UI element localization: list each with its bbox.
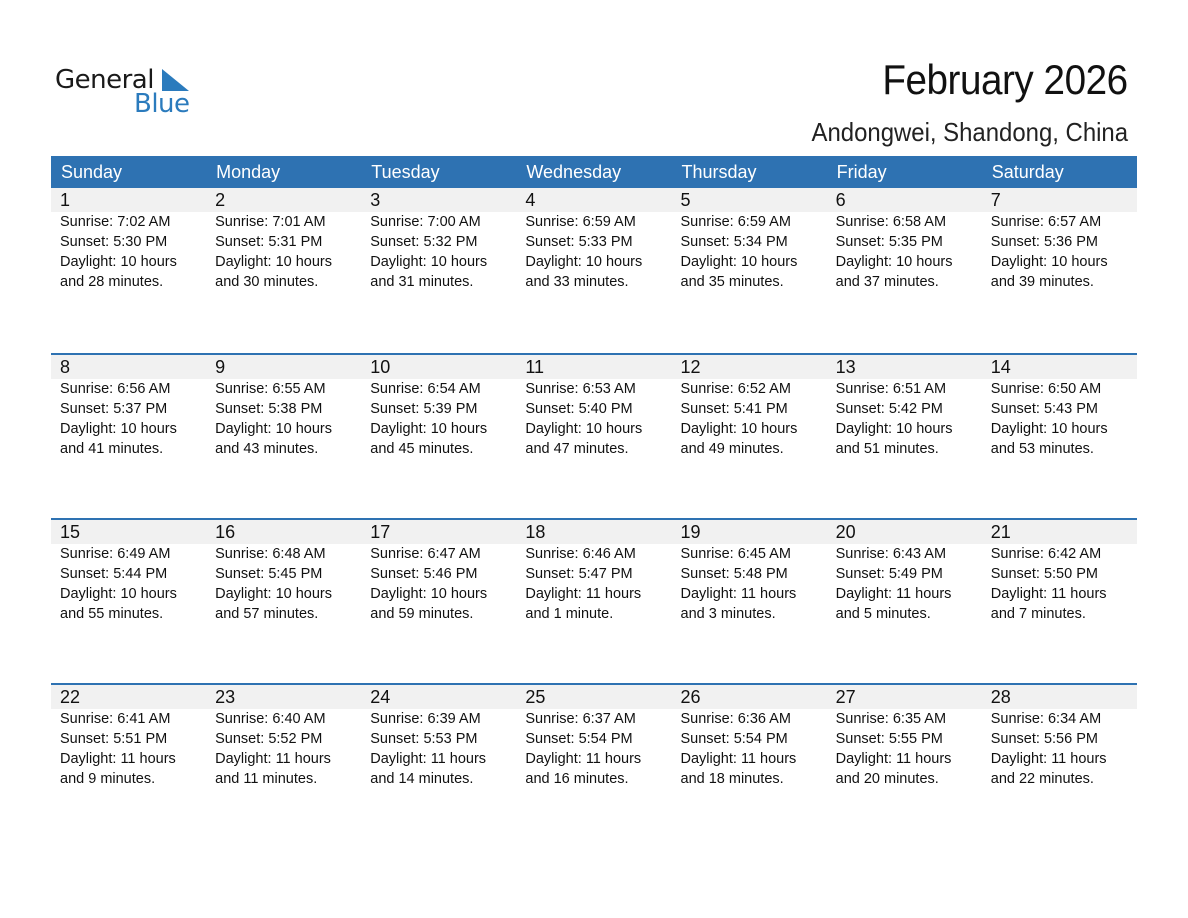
daylight-text: Daylight: 10 hours [990,421,1108,437]
sunrise-text: Sunrise: 6:39 AM [370,711,481,727]
sunset-text: Sunset: 5:46 PM [370,566,478,582]
sunrise-text: Sunrise: 6:50 AM [990,381,1102,397]
calendar-grid [51,156,1137,848]
day-info [215,212,361,292]
week-row [51,518,1137,683]
weekday-header-monday: Monday [216,162,281,182]
day-number: 23 [215,687,236,707]
daylight-text: Daylight: 10 hours [680,254,798,270]
week-row [51,683,1137,848]
sunrise-text: Sunrise: 7:00 AM [370,214,481,230]
day-cell [982,520,1137,624]
daylight-text: Daylight: 10 hours [60,421,177,437]
day-info [370,379,516,459]
day-info [60,709,206,789]
daylight-text: Daylight: 10 hours [835,254,953,270]
day-info [681,709,827,789]
day-info [836,709,982,789]
sunrise-text: Sunrise: 6:42 AM [990,546,1102,562]
weekday-header-wednesday: Wednesday [526,162,622,182]
day-cell [827,355,982,459]
day-cell [361,520,516,624]
daylight-minutes-text: and 55 minutes. [60,606,164,622]
daylight-minutes-text: and 16 minutes. [525,771,629,787]
daylight-text: Daylight: 10 hours [680,421,798,437]
daylight-minutes-text: and 20 minutes. [835,771,939,787]
sunset-text: Sunset: 5:47 PM [525,566,633,582]
week-days [51,520,1137,624]
daylight-minutes-text: and 41 minutes. [60,441,164,457]
day-cell [361,685,516,789]
week-row [51,188,1137,353]
day-cell [672,685,827,789]
daylight-minutes-text: and 14 minutes. [370,771,474,787]
day-info [525,379,671,459]
daylight-text: Daylight: 11 hours [990,751,1107,767]
sunrise-text: Sunrise: 6:34 AM [990,711,1102,727]
daylight-minutes-text: and 28 minutes. [60,274,164,290]
week-days [51,355,1137,459]
day-cell [361,355,516,459]
daylight-minutes-text: and 51 minutes. [835,441,939,457]
day-number: 14 [990,357,1011,377]
day-info [991,709,1137,789]
day-cell [827,685,982,789]
day-info [525,212,671,292]
day-number: 11 [525,357,545,377]
day-info [836,379,982,459]
daylight-minutes-text: and 1 minute. [525,606,614,622]
day-info [370,544,516,624]
week-row [51,353,1137,518]
daylight-text: Daylight: 11 hours [835,751,952,767]
day-number: 26 [680,687,701,707]
day-number: 17 [370,522,391,542]
daylight-minutes-text: and 18 minutes. [680,771,784,787]
daylight-text: Daylight: 10 hours [370,586,488,602]
sunset-text: Sunset: 5:48 PM [680,566,788,582]
daylight-minutes-text: and 53 minutes. [990,441,1094,457]
sunrise-text: Sunrise: 6:45 AM [680,546,791,562]
sunset-text: Sunset: 5:41 PM [680,401,788,417]
sunrise-text: Sunrise: 6:53 AM [525,381,636,397]
sunset-text: Sunset: 5:50 PM [990,566,1098,582]
sunrise-text: Sunrise: 6:43 AM [835,546,947,562]
day-number: 24 [370,687,391,707]
day-info [370,709,516,789]
daylight-minutes-text: and 7 minutes. [990,606,1086,622]
weekday-header-saturday: Saturday [991,162,1064,182]
day-number: 12 [680,357,701,377]
day-number: 22 [60,687,81,707]
day-cell [516,520,671,624]
day-cell [51,355,206,459]
sunrise-text: Sunrise: 6:56 AM [60,381,171,397]
daylight-minutes-text: and 47 minutes. [525,441,629,457]
daylight-minutes-text: and 49 minutes. [680,441,784,457]
sunset-text: Sunset: 5:36 PM [990,234,1098,250]
sunset-text: Sunset: 5:55 PM [835,731,943,747]
day-cell [672,355,827,459]
sunrise-text: Sunrise: 6:58 AM [835,214,947,230]
day-cell [206,685,361,789]
weekday-header-row [51,156,1137,188]
daylight-minutes-text: and 9 minutes. [60,771,156,787]
day-info [991,212,1137,292]
week-days [51,188,1137,292]
daylight-text: Daylight: 10 hours [215,254,332,270]
sunrise-text: Sunrise: 6:59 AM [525,214,636,230]
daylight-text: Daylight: 11 hours [215,751,331,767]
day-info [215,379,361,459]
day-info [525,709,671,789]
sunrise-text: Sunrise: 6:41 AM [60,711,171,727]
day-number: 25 [525,687,546,707]
weekday-header-sunday: Sunday [61,162,123,182]
sunset-text: Sunset: 5:52 PM [215,731,323,747]
sunset-text: Sunset: 5:37 PM [60,401,168,417]
daylight-text: Daylight: 11 hours [835,586,952,602]
day-number: 13 [835,357,856,377]
daylight-minutes-text: and 31 minutes. [370,274,474,290]
sunrise-text: Sunrise: 6:37 AM [525,711,636,727]
day-cell [982,355,1137,459]
sunrise-text: Sunrise: 6:52 AM [680,381,791,397]
day-info [836,212,982,292]
sunset-text: Sunset: 5:39 PM [370,401,478,417]
weekday-header-tuesday: Tuesday [371,162,440,182]
daylight-text: Daylight: 11 hours [60,751,176,767]
day-number: 4 [525,190,536,210]
sunrise-text: Sunrise: 6:36 AM [680,711,791,727]
daylight-minutes-text: and 35 minutes. [680,274,784,290]
day-cell [516,355,671,459]
logo-word-blue: Blue [134,89,190,119]
day-number: 1 [60,190,71,210]
day-cell [516,685,671,789]
sunset-text: Sunset: 5:51 PM [60,731,168,747]
day-info [681,544,827,624]
day-info [215,544,361,624]
daylight-text: Daylight: 11 hours [370,751,487,767]
weekday-header-thursday: Thursday [681,162,757,182]
sunrise-text: Sunrise: 6:48 AM [215,546,326,562]
day-cell [827,188,982,292]
daylight-text: Daylight: 11 hours [525,586,642,602]
day-cell [206,355,361,459]
day-number: 8 [60,357,71,377]
daylight-text: Daylight: 10 hours [215,421,332,437]
daylight-text: Daylight: 11 hours [990,586,1107,602]
day-cell [206,188,361,292]
sunset-text: Sunset: 5:54 PM [680,731,788,747]
sunrise-text: Sunrise: 6:47 AM [370,546,481,562]
sunset-text: Sunset: 5:30 PM [60,234,168,250]
daylight-text: Daylight: 10 hours [215,586,332,602]
day-info [681,379,827,459]
daylight-text: Daylight: 10 hours [370,254,488,270]
daylight-text: Daylight: 10 hours [60,254,177,270]
sunset-text: Sunset: 5:56 PM [990,731,1098,747]
day-cell [361,188,516,292]
day-info [370,212,516,292]
day-cell [51,685,206,789]
daylight-minutes-text: and 43 minutes. [215,441,319,457]
sunrise-text: Sunrise: 7:02 AM [60,214,171,230]
sunset-text: Sunset: 5:34 PM [680,234,788,250]
day-number: 19 [680,522,701,542]
daylight-text: Daylight: 10 hours [370,421,488,437]
day-info [991,379,1137,459]
day-info [836,544,982,624]
daylight-text: Daylight: 10 hours [835,421,953,437]
day-number: 7 [990,190,1001,210]
sunrise-text: Sunrise: 6:40 AM [215,711,326,727]
day-info [60,212,206,292]
daylight-minutes-text: and 59 minutes. [370,606,474,622]
sunrise-text: Sunrise: 6:54 AM [370,381,481,397]
sunset-text: Sunset: 5:49 PM [835,566,943,582]
day-number: 9 [215,357,226,377]
sunset-text: Sunset: 5:40 PM [525,401,633,417]
day-number: 20 [835,522,856,542]
sunset-text: Sunset: 5:38 PM [215,401,323,417]
sunset-text: Sunset: 5:43 PM [990,401,1098,417]
day-cell [51,520,206,624]
daylight-minutes-text: and 11 minutes. [215,771,318,787]
sunrise-text: Sunrise: 7:01 AM [215,214,326,230]
day-number: 3 [370,190,381,210]
day-cell [672,188,827,292]
daylight-text: Daylight: 10 hours [525,421,643,437]
day-cell [982,188,1137,292]
day-cell [982,685,1137,789]
daylight-minutes-text: and 45 minutes. [370,441,474,457]
sunrise-text: Sunrise: 6:49 AM [60,546,171,562]
day-cell [206,520,361,624]
location-subtitle: Andongwei, Shandong, China [811,117,1128,147]
daylight-minutes-text: and 57 minutes. [215,606,319,622]
sunrise-text: Sunrise: 6:46 AM [525,546,636,562]
day-info [60,379,206,459]
day-number: 2 [215,190,226,210]
daylight-text: Daylight: 11 hours [525,751,642,767]
day-number: 15 [60,522,81,542]
day-number: 10 [370,357,391,377]
sunrise-text: Sunrise: 6:59 AM [680,214,791,230]
day-cell [672,520,827,624]
week-days [51,685,1137,789]
daylight-text: Daylight: 10 hours [525,254,643,270]
day-number: 5 [680,190,691,210]
daylight-minutes-text: and 22 minutes. [990,771,1094,787]
day-number: 6 [835,190,846,210]
daylight-text: Daylight: 11 hours [680,751,797,767]
sunset-text: Sunset: 5:35 PM [835,234,943,250]
sunrise-text: Sunrise: 6:55 AM [215,381,326,397]
day-number: 18 [525,522,546,542]
brand-logo [55,64,205,124]
day-cell [827,520,982,624]
daylight-minutes-text: and 30 minutes. [215,274,319,290]
day-cell [51,188,206,292]
day-info [525,544,671,624]
daylight-minutes-text: and 37 minutes. [835,274,939,290]
daylight-minutes-text: and 3 minutes. [680,606,776,622]
sunrise-text: Sunrise: 6:57 AM [990,214,1102,230]
day-number: 21 [990,522,1011,542]
day-number: 27 [835,687,856,707]
day-number: 28 [990,687,1011,707]
day-info [991,544,1137,624]
sunset-text: Sunset: 5:31 PM [215,234,323,250]
day-info [215,709,361,789]
logo-word-general: General [55,65,154,95]
sunrise-text: Sunrise: 6:51 AM [835,381,947,397]
day-number: 16 [215,522,236,542]
day-cell [516,188,671,292]
sunset-text: Sunset: 5:42 PM [835,401,943,417]
day-info [60,544,206,624]
daylight-minutes-text: and 39 minutes. [990,274,1094,290]
sunset-text: Sunset: 5:53 PM [370,731,478,747]
daylight-text: Daylight: 10 hours [990,254,1108,270]
daylight-minutes-text: and 5 minutes. [835,606,931,622]
sunset-text: Sunset: 5:33 PM [525,234,633,250]
daylight-text: Daylight: 10 hours [60,586,177,602]
daylight-minutes-text: and 33 minutes. [525,274,629,290]
sunset-text: Sunset: 5:32 PM [370,234,478,250]
sunset-text: Sunset: 5:45 PM [215,566,323,582]
daylight-text: Daylight: 11 hours [680,586,797,602]
sunset-text: Sunset: 5:54 PM [525,731,633,747]
sunrise-text: Sunrise: 6:35 AM [835,711,947,727]
weekday-header-friday: Friday [836,162,887,182]
sunset-text: Sunset: 5:44 PM [60,566,168,582]
page-title: February 2026 [882,56,1128,103]
day-info [681,212,827,292]
